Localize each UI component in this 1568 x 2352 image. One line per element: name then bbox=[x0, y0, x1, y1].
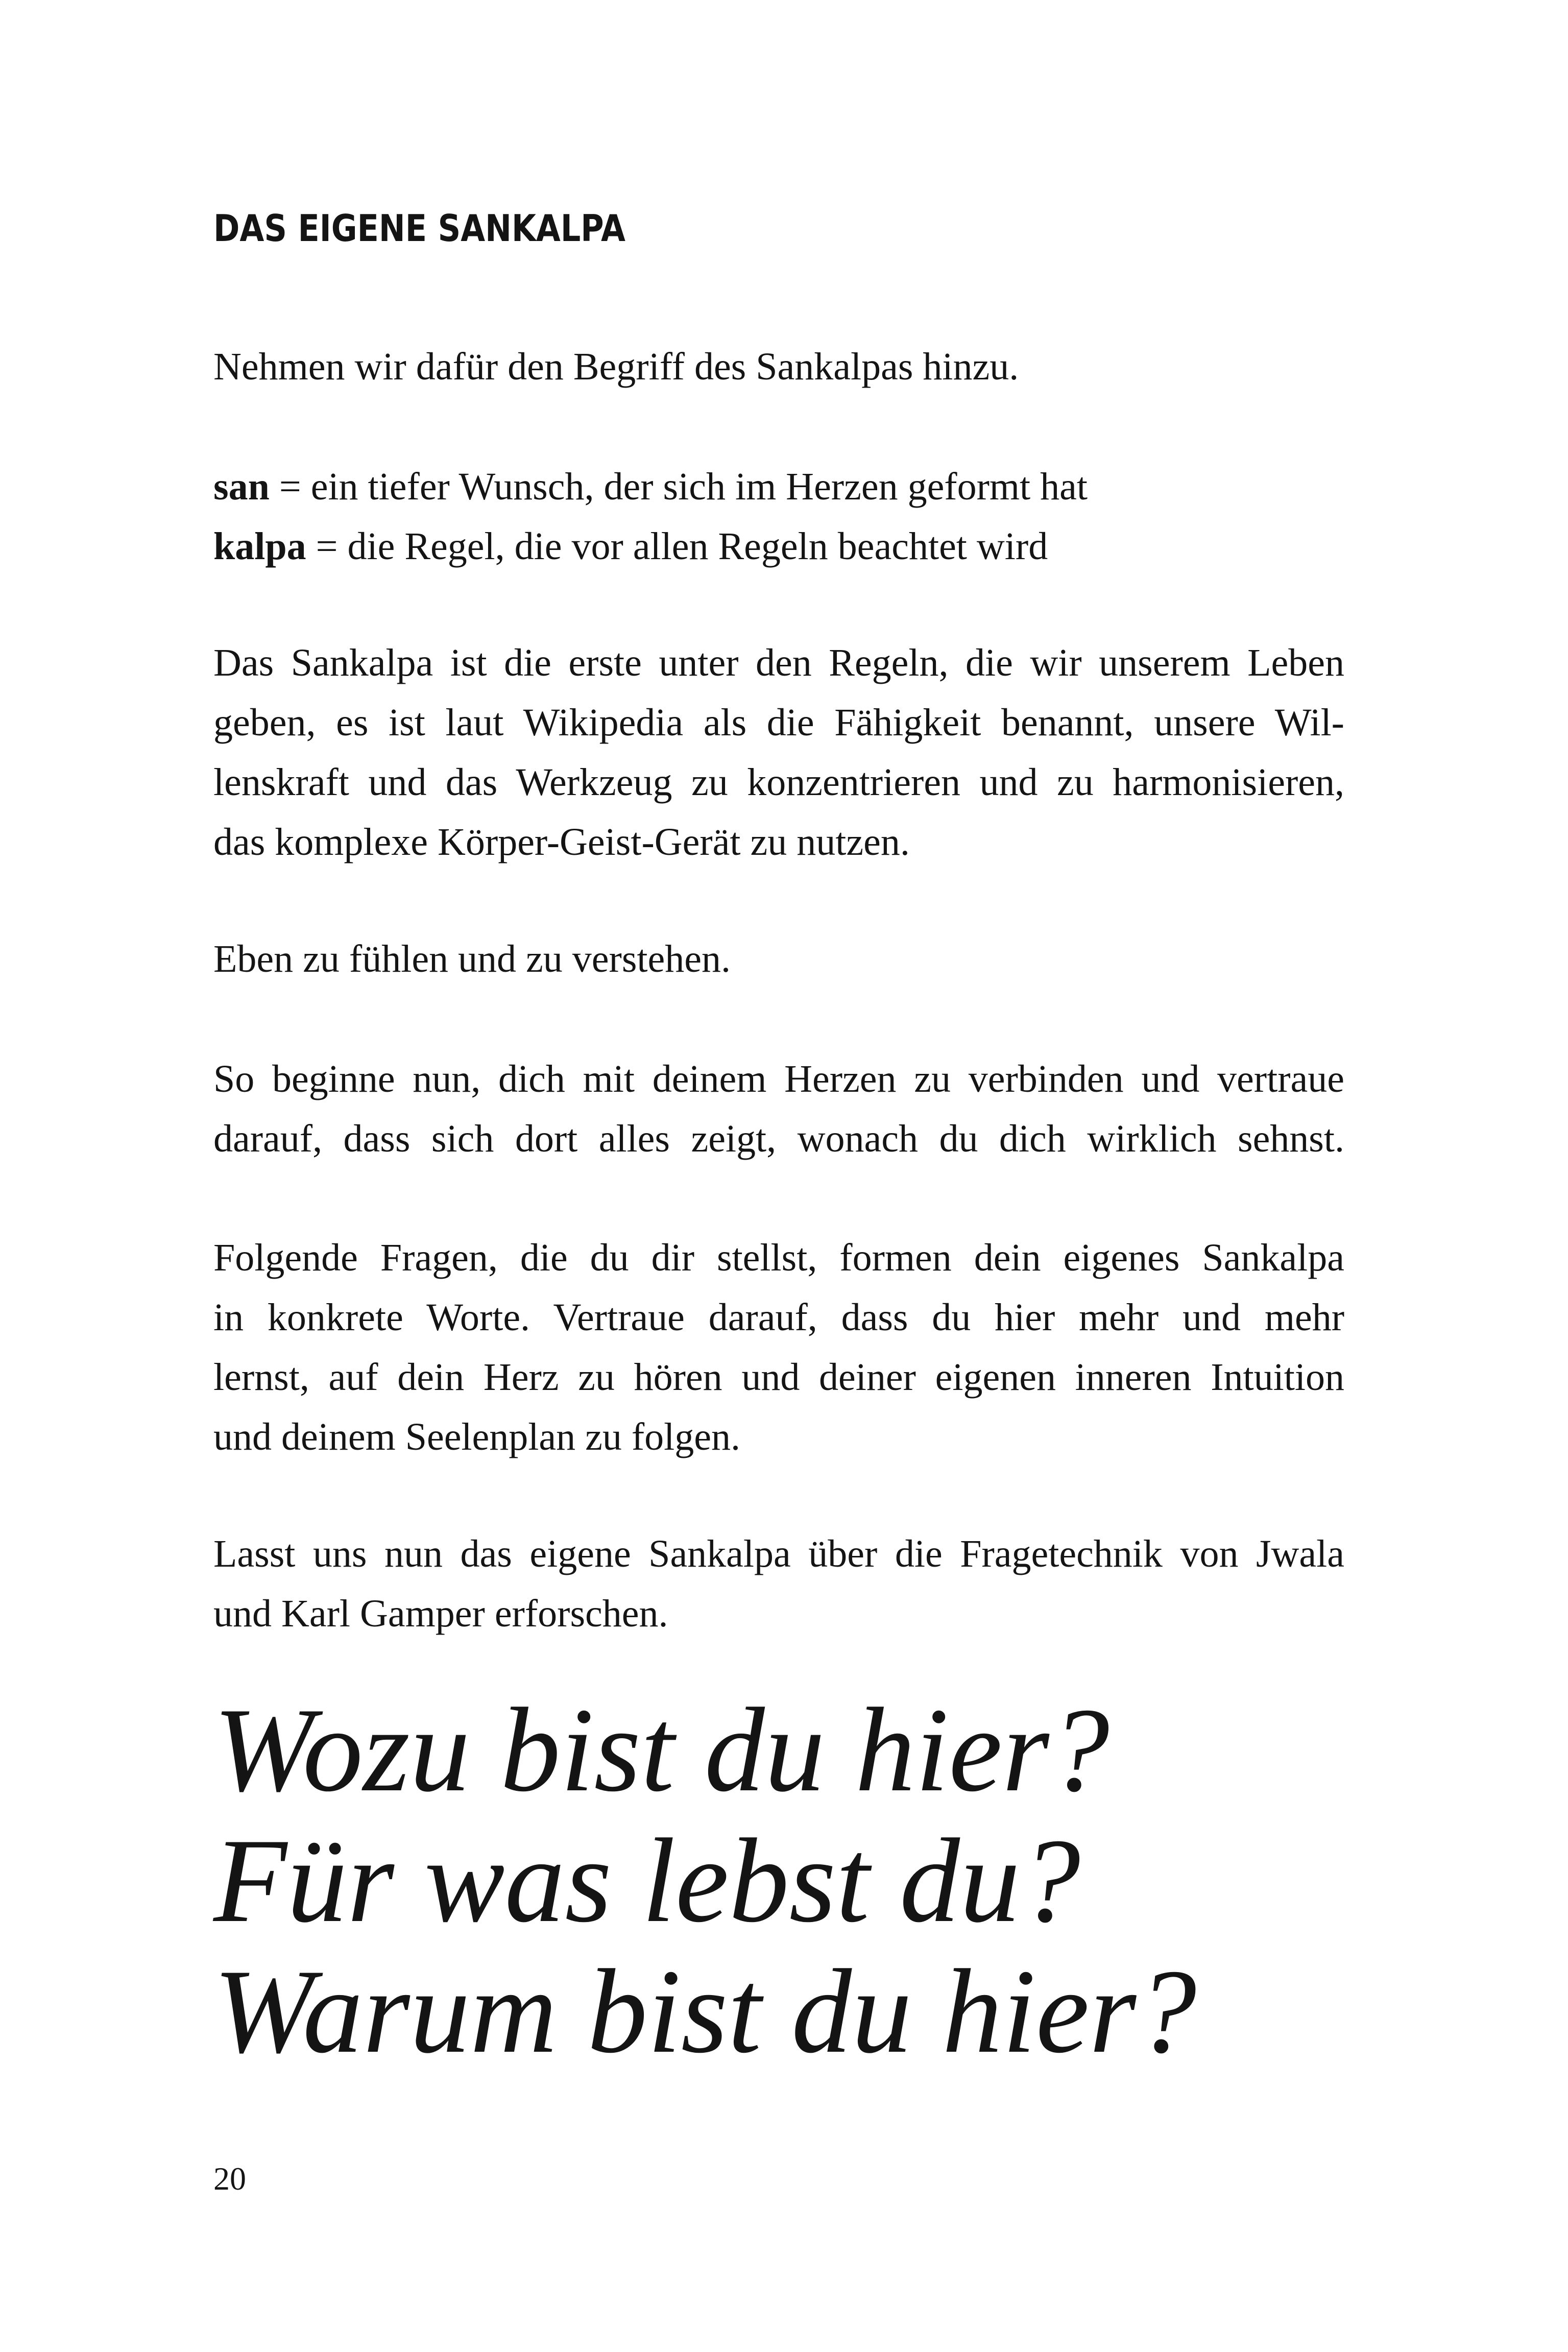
paragraph-line: das komplexe Körper-Geist-Gerät zu nutzen. bbox=[213, 821, 910, 863]
page-number: 20 bbox=[213, 2161, 246, 2197]
paragraph-line: Nehmen wir dafür den Begriff des Sankalpas hinzu. bbox=[213, 345, 1019, 388]
paragraph-line: Eben zu fühlen und zu verstehen. bbox=[213, 938, 731, 980]
paragraph-line: lernst, auf dein Herz zu hören und deiner eigenen inneren Intuition bbox=[213, 1356, 1344, 1399]
paragraph-begin bbox=[213, 1049, 1344, 1169]
chapter-heading: DAS EIGENE SANKALPA bbox=[213, 207, 625, 250]
paragraph-line: lenskraft und das Werkzeug zu konzentrieren und zu harmonisieren, bbox=[213, 761, 1344, 804]
paragraph-line: Das Sankalpa ist die erste unter den Regeln, die wir unserem Leben bbox=[213, 641, 1344, 684]
definition-term: san bbox=[213, 465, 270, 508]
intro-paragraph bbox=[213, 337, 1344, 397]
paragraph-sankalpa-definition bbox=[213, 633, 1344, 872]
paragraph-questions-intro bbox=[213, 1228, 1344, 1467]
definitions-block bbox=[213, 457, 1344, 577]
definition-san bbox=[213, 457, 1344, 517]
definition-kalpa bbox=[213, 517, 1344, 577]
question-line: Warum bist du hier? bbox=[213, 1945, 1197, 2078]
paragraph-line: und deinem Seelenplan zu folgen. bbox=[213, 1415, 741, 1458]
definition-term: kalpa bbox=[213, 525, 306, 568]
definition-text: = die Regel, die vor allen Regeln beachtet wird bbox=[306, 525, 1048, 568]
paragraph-line: Folgende Fragen, die du dir stellst, formen dein eigenes Sankalpa bbox=[213, 1236, 1344, 1279]
paragraph-line: und Karl Gamper erforschen. bbox=[213, 1592, 668, 1635]
paragraph-technique bbox=[213, 1524, 1344, 1644]
paragraph-line: So beginne nun, dich mit deinem Herzen zu verbinden und vertraue bbox=[213, 1058, 1344, 1100]
paragraph-line: darauf, dass sich dort alles zeigt, wonach du dich wirklich sehnst. bbox=[213, 1117, 1344, 1160]
paragraph-feel bbox=[213, 929, 1344, 989]
definition-text: = ein tiefer Wunsch, der sich im Herzen geformt hat bbox=[269, 465, 1088, 508]
question-line: Wozu bist du hier? bbox=[213, 1684, 1109, 1817]
question-line: Für was lebst du? bbox=[213, 1814, 1080, 1948]
paragraph-line: in konkrete Worte. Vertraue darauf, dass du hier mehr und mehr bbox=[213, 1296, 1344, 1339]
sankalpa-questions bbox=[213, 1685, 1196, 2077]
paragraph-line: Lasst uns nun das eigene Sankalpa über die Fragetechnik von Jwala bbox=[213, 1532, 1344, 1575]
paragraph-line: geben, es ist laut Wikipedia als die Fähigkeit benannt, unsere Wil- bbox=[213, 701, 1344, 744]
